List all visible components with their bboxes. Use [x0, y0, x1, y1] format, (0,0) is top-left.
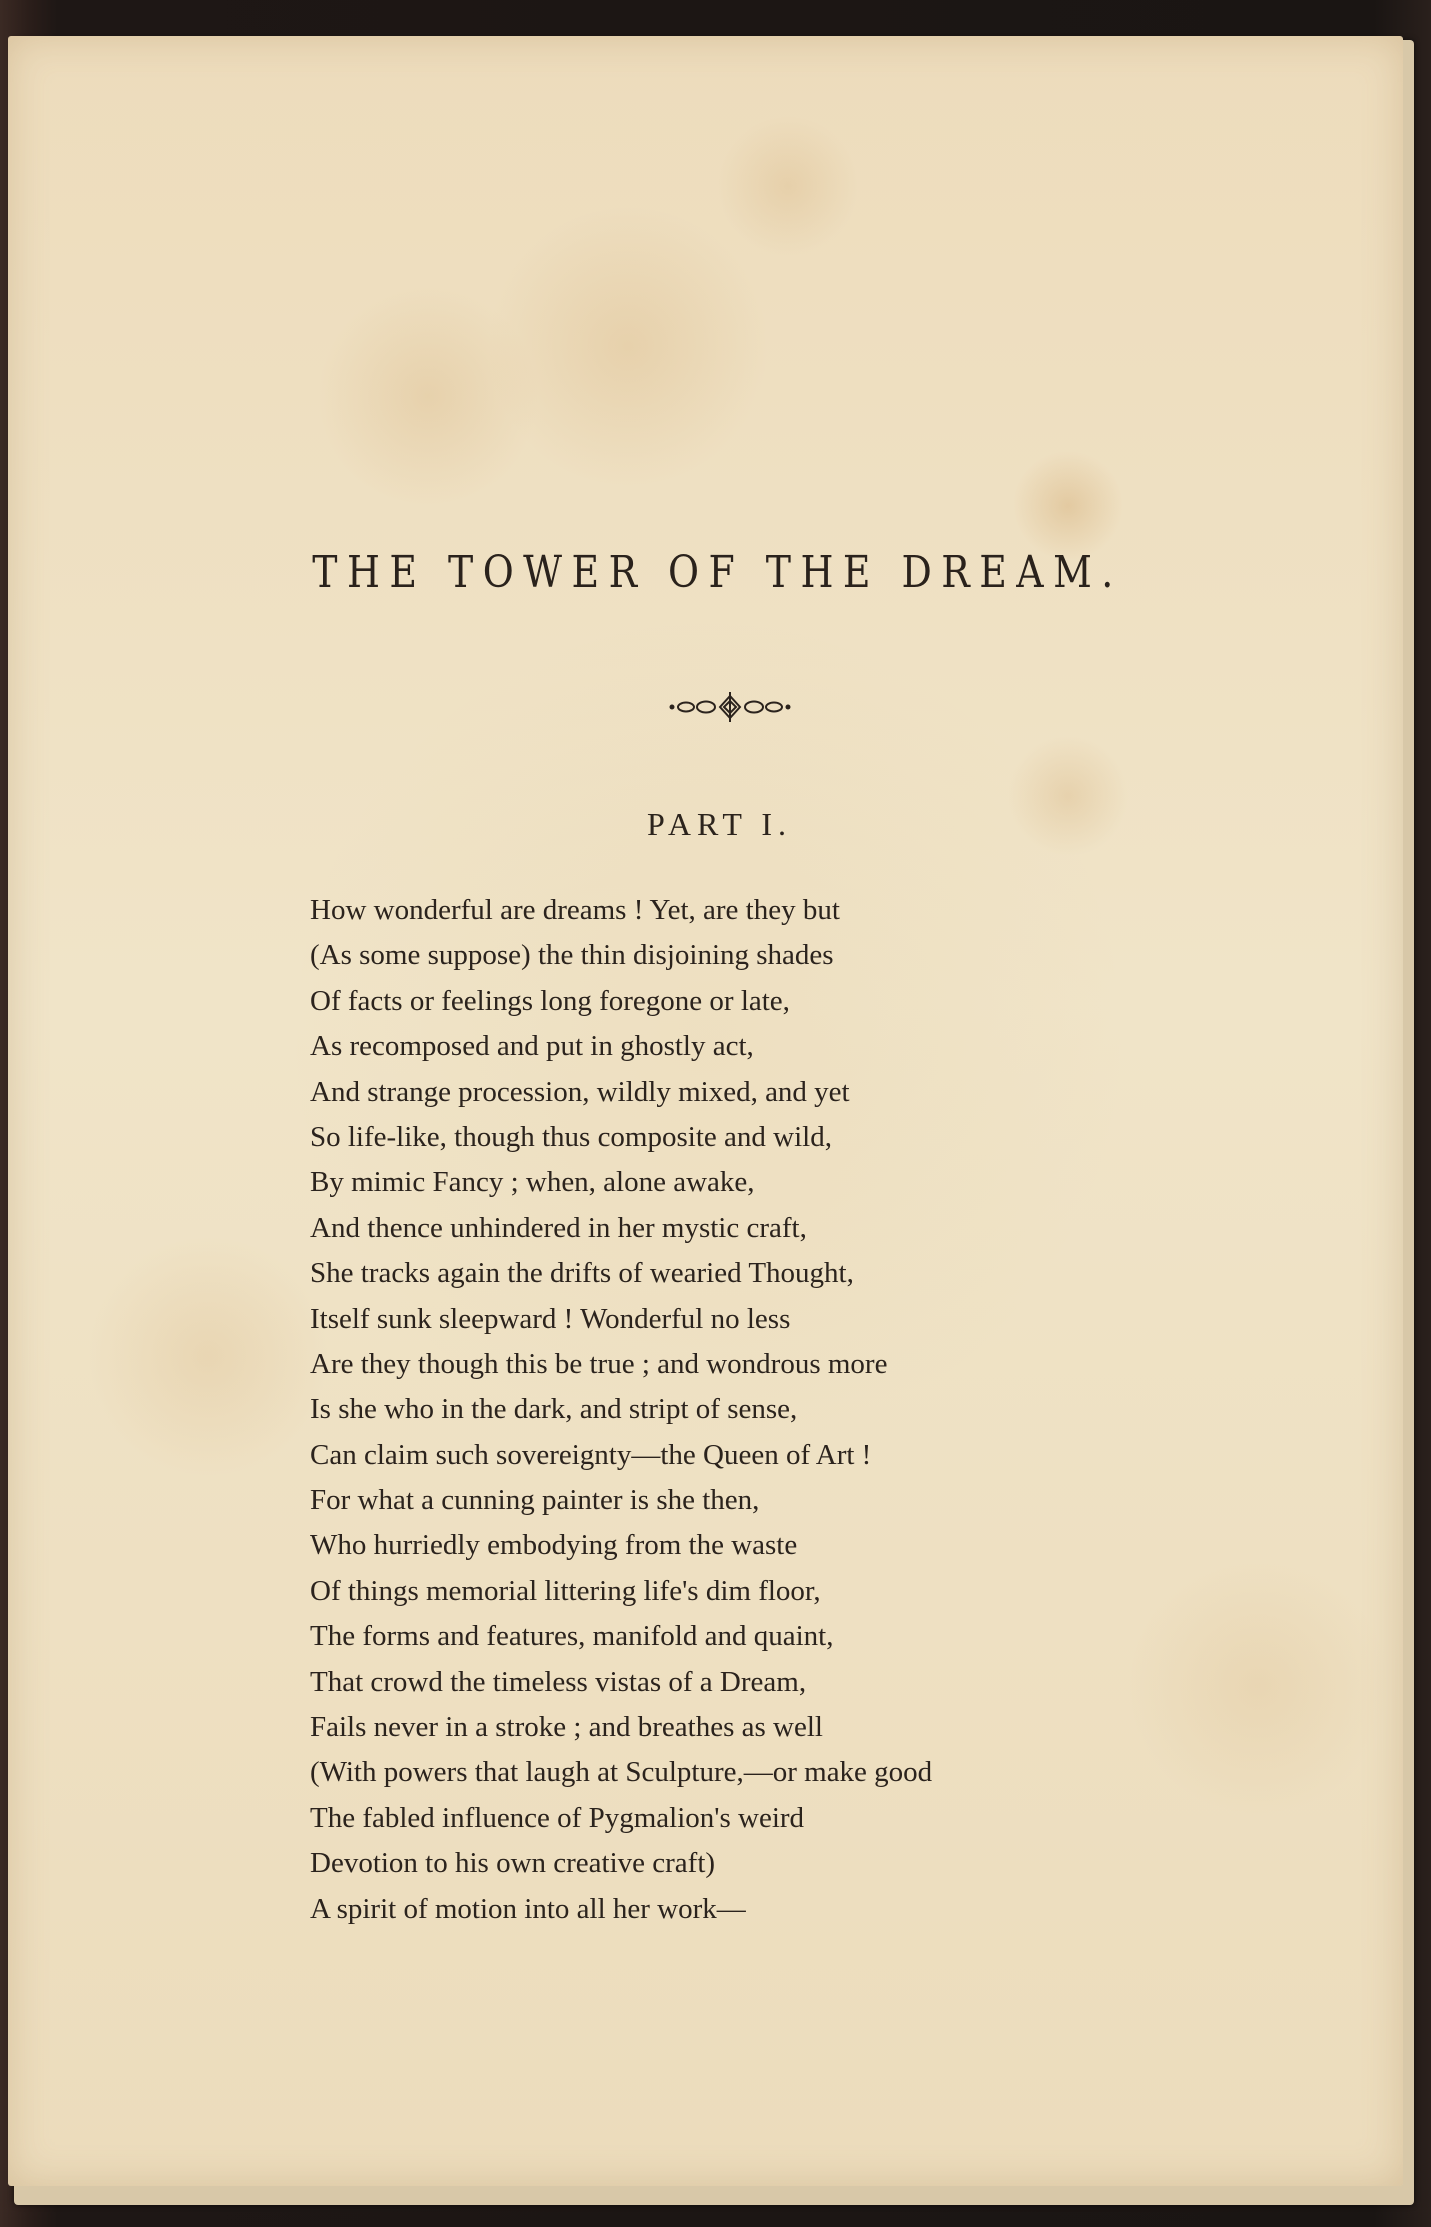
poem-text	[310, 888, 932, 1932]
poem-line: Of things memorial littering life's dim floor,	[310, 1574, 821, 1607]
poem-line: (As some suppose) the thin disjoining shades	[310, 939, 834, 972]
poem-line: That crowd the timeless vistas of a Dream,	[310, 1665, 807, 1698]
poem-line: She tracks again the drifts of wearied Thought,	[310, 1257, 854, 1290]
poem-line: For what a cunning painter is she then,	[310, 1484, 760, 1517]
poem-line: Are they though this be true ; and wondrous more	[310, 1347, 888, 1380]
poem-line: Can claim such sovereignty—the Queen of Art !	[310, 1438, 872, 1471]
poem-line: Itself sunk sleepward ! Wonderful no less	[310, 1302, 791, 1335]
page-title: THE TOWER OF THE DREAM.	[312, 547, 1123, 598]
poem-line: As recomposed and put in ghostly act,	[310, 1030, 754, 1063]
poem-line: Who hurriedly embodying from the waste	[310, 1529, 798, 1562]
poem-line: And thence unhindered in her mystic craft,	[310, 1211, 807, 1244]
part-heading: PART I.	[646, 806, 792, 842]
poem-line: And strange procession, wildly mixed, and yet	[310, 1075, 850, 1108]
poem-line: The fabled influence of Pygmalion's weird	[310, 1801, 805, 1834]
ornament-divider-icon	[660, 690, 800, 724]
poem-line: (With powers that laugh at Sculpture,—or make good	[310, 1756, 933, 1789]
poem-line: Devotion to his own creative craft)	[310, 1847, 716, 1880]
poem-line: Fails never in a stroke ; and breathes as well	[310, 1711, 823, 1744]
poem-line: So life-like, though thus composite and wild,	[310, 1120, 832, 1153]
poem-line: Of facts or feelings long foregone or late,	[310, 984, 790, 1017]
poem-line: A spirit of motion into all her work—	[310, 1892, 746, 1925]
poem-line: Is she who in the dark, and stript of sense,	[310, 1393, 798, 1426]
poem-line: How wonderful are dreams ! Yet, are they but	[310, 894, 840, 926]
poem-line: By mimic Fancy ; when, alone awake,	[310, 1166, 755, 1199]
poem-line: The forms and features, manifold and quaint,	[310, 1620, 834, 1653]
